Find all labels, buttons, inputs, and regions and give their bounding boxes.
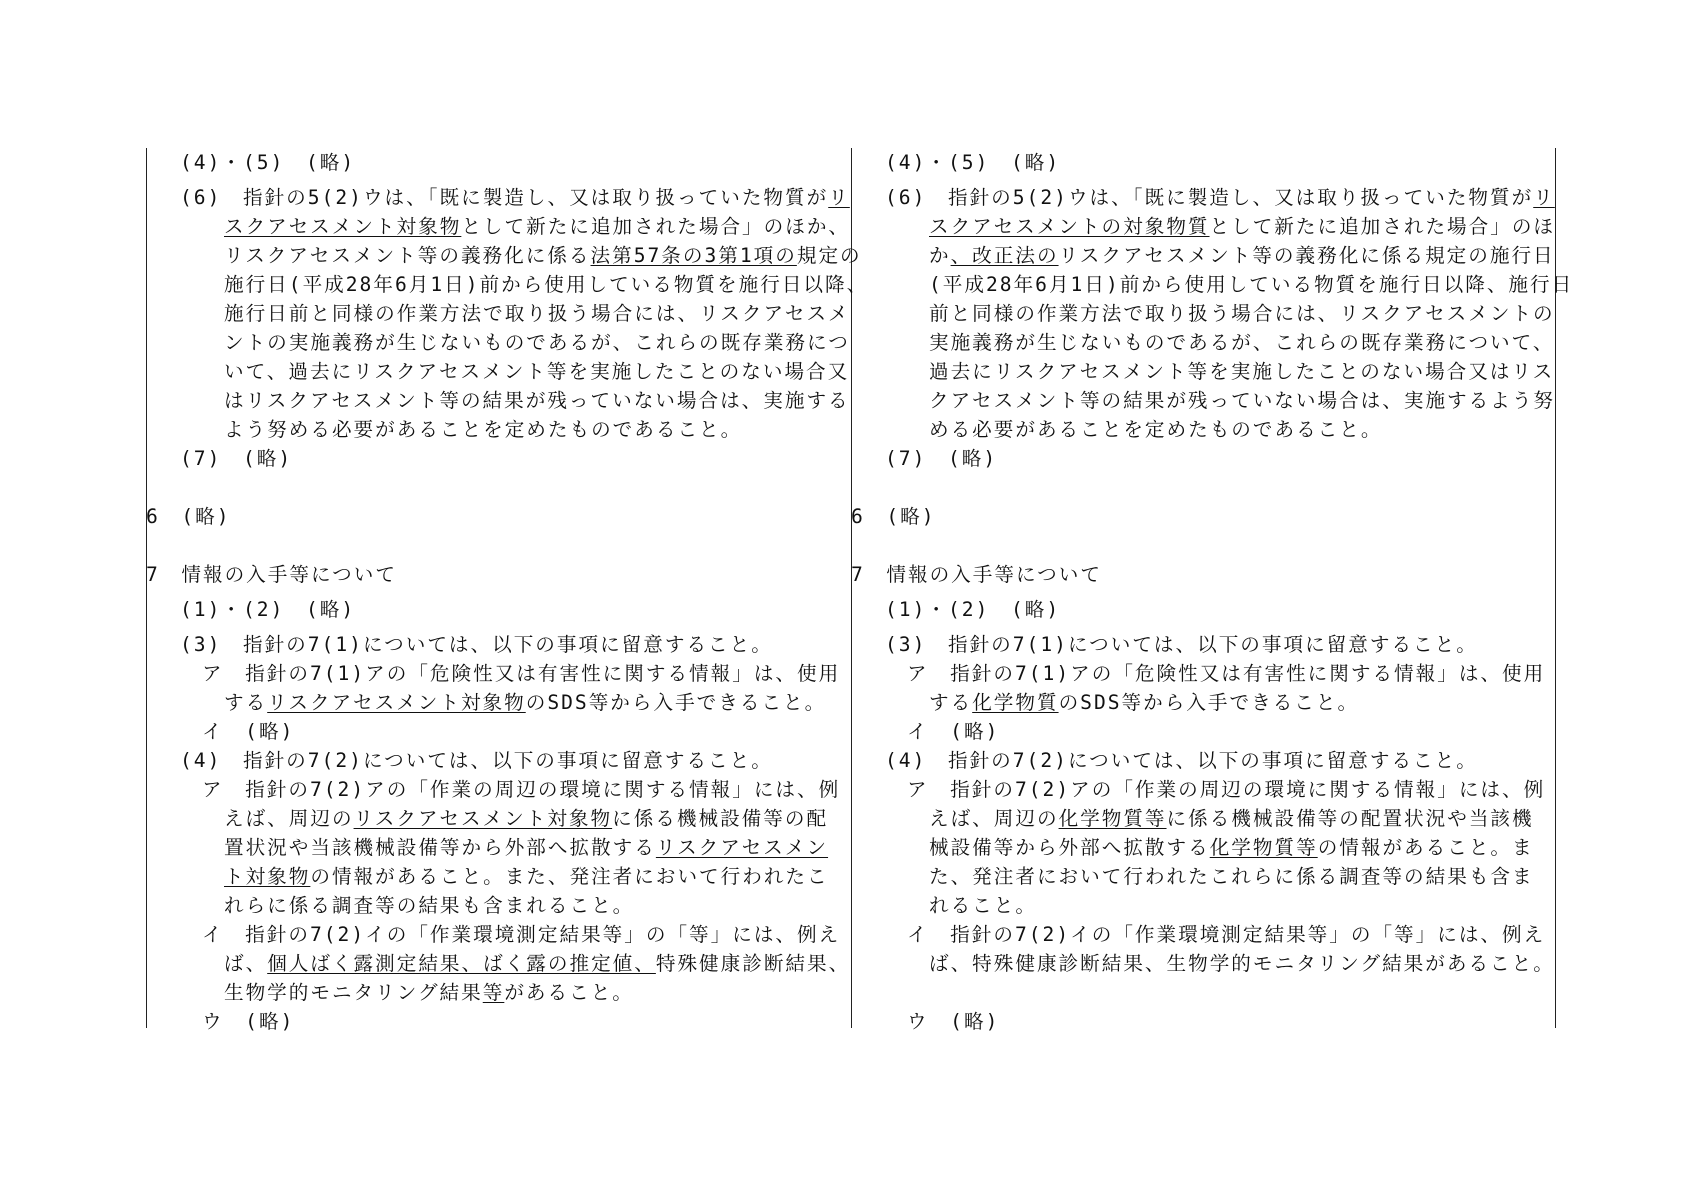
item-6 xyxy=(146,183,869,444)
item-6-line xyxy=(851,270,1574,299)
text-segment: として新たに追加された場合」のほか、 xyxy=(461,215,851,238)
item-4-a-line xyxy=(146,891,851,920)
item-4-a-line xyxy=(146,833,851,862)
item-3-i: イ (略) xyxy=(907,720,1000,743)
text-segment: えば、周辺の xyxy=(224,807,354,830)
amended-text: 等 xyxy=(482,981,505,1004)
item-6-line xyxy=(851,212,1555,241)
item-1-2: (1)・(2) (略) xyxy=(180,598,356,621)
item-6-line xyxy=(851,328,1555,357)
text-segment: ア 指針の7(1)アの「危険性又は有害性に関する情報」は、使用 xyxy=(907,662,1546,685)
text-segment: (平成28年6月1日)前から使用している物質を施行日以降、施行日 xyxy=(929,273,1574,296)
amended-text: スクアセスメントの対象物質 xyxy=(929,215,1210,238)
text-segment: ア 指針の7(2)アの「作業の周辺の環境に関する情報」には、例 xyxy=(907,778,1546,801)
text-segment: として新たに追加された場合」のほ xyxy=(1209,215,1556,238)
item-4-i-line xyxy=(146,920,851,949)
item-3-a-line xyxy=(851,659,1555,688)
item-3: (3) 指針の7(1)については、以下の事項に留意すること。 xyxy=(180,633,773,656)
text-segment: (6) 指針の5(2)ウは、「既に製造し、又は取り扱っていた物質が xyxy=(885,186,1534,209)
item-3: (3) 指針の7(1)については、以下の事項に留意すること。 xyxy=(885,633,1478,656)
item-6-line xyxy=(851,357,1555,386)
amended-text: スクアセスメント対象物 xyxy=(224,215,462,238)
right-column xyxy=(851,148,1574,1033)
item-4-i-line xyxy=(851,949,1555,978)
item-1-2: (1)・(2) (略) xyxy=(885,598,1061,621)
text-segment: める必要があることを定めたものであること。 xyxy=(929,418,1383,441)
item-6-line xyxy=(851,415,1555,444)
item-4-u: ウ (略) xyxy=(907,1010,1000,1033)
text-segment: ば、特殊健康診断結果、生物学的モニタリング結果があること。 xyxy=(929,952,1555,975)
text-segment: クアセスメント等の結果が残っていない場合は、実施するよう努 xyxy=(929,389,1556,412)
amended-text: ト対象物 xyxy=(224,865,311,888)
amended-text: リスクアセスメン xyxy=(655,836,829,859)
amended-text: リスクアセスメント対象物 xyxy=(267,691,526,714)
text-segment: よう努める必要があることを定めたものであること。 xyxy=(224,418,743,441)
item-4-i-line xyxy=(146,949,851,978)
text-segment: 械設備等から外部へ拡散する xyxy=(929,836,1210,859)
text-segment: に係る機械設備等の配 xyxy=(612,807,829,830)
item-6-line xyxy=(851,386,1555,415)
text-segment: リスクアセスメント等の義務化に係る規定の施行日 xyxy=(1058,244,1555,267)
text-segment: か xyxy=(929,244,951,267)
text-segment: れらに係る調査等の結果も含まれること。 xyxy=(224,894,635,917)
text-segment: ントの実施義務が生じないものであるが、これらの既存業務につ xyxy=(224,331,850,354)
text-segment: 前と同様の作業方法で取り扱う場合には、リスクアセスメントの xyxy=(929,302,1555,325)
text-segment: イ 指針の7(2)イの「作業環境測定結果等」の「等」には、例え xyxy=(202,923,841,946)
item-4-i-line xyxy=(851,920,1555,949)
text-segment: 施行日(平成28年6月1日)前から使用している物質を施行日以降、 xyxy=(224,273,869,296)
item-7: (7) (略) xyxy=(180,447,293,470)
item-6-line xyxy=(146,212,851,241)
amended-text: 法第57条の3第1項の xyxy=(590,244,797,267)
section-7-heading: 7 情報の入手等について xyxy=(851,563,1102,586)
item-6-line xyxy=(146,270,869,299)
item-6-line xyxy=(851,241,1555,270)
item-6-line xyxy=(851,299,1555,328)
item-3-a-line xyxy=(851,688,1555,717)
text-segment: のSDS等から入手できること。 xyxy=(525,691,827,714)
amended-text: リ xyxy=(1533,186,1555,209)
item-4-a-line xyxy=(851,804,1555,833)
item-6 xyxy=(851,183,1574,444)
text-segment: 規定の xyxy=(796,244,862,267)
text-segment: ア 指針の7(2)アの「作業の周辺の環境に関する情報」には、例 xyxy=(202,778,841,801)
text-segment: た、発注者において行われたこれらに係る調査等の結果も含ま xyxy=(929,865,1534,888)
text-segment: (6) 指針の5(2)ウは、「既に製造し、又は取り扱っていた物質が xyxy=(180,186,829,209)
item-4-a-line xyxy=(146,862,851,891)
amended-text: 化学物質 xyxy=(972,691,1059,714)
item-6-line xyxy=(146,415,851,444)
item-4-a-line xyxy=(851,833,1555,862)
text-segment: 特殊健康診断結果、 xyxy=(655,952,851,975)
text-segment: の情報があること。ま xyxy=(1317,836,1534,859)
item-4-5: (4)・(5) (略) xyxy=(885,151,1061,174)
amended-text: 、改正法の xyxy=(950,244,1059,267)
item-3-a-line xyxy=(146,688,851,717)
item-4-a-line xyxy=(146,775,851,804)
text-segment: の情報があること。また、発注者において行われたこ xyxy=(310,865,829,888)
amended-text: 個人ばく露測定結果、ばく露の推定値、 xyxy=(267,952,656,975)
amended-text: リ xyxy=(828,186,850,209)
item-4-a-line xyxy=(146,804,851,833)
item-4: (4) 指針の7(2)については、以下の事項に留意すること。 xyxy=(885,749,1478,772)
text-segment: れること。 xyxy=(929,894,1037,917)
text-segment: イ 指針の7(2)イの「作業環境測定結果等」の「等」には、例え xyxy=(907,923,1546,946)
section-6-heading: 6 (略) xyxy=(146,505,231,528)
text-segment: があること。 xyxy=(504,981,634,1004)
amended-text: 化学物質等 xyxy=(1058,807,1167,830)
item-4: (4) 指針の7(2)については、以下の事項に留意すること。 xyxy=(180,749,773,772)
item-6-line xyxy=(146,357,851,386)
text-segment: えば、周辺の xyxy=(929,807,1059,830)
text-segment: のSDS等から入手できること。 xyxy=(1058,691,1360,714)
section-6-heading: 6 (略) xyxy=(851,505,936,528)
text-segment: する xyxy=(224,691,268,714)
item-6-line xyxy=(146,386,851,415)
left-column xyxy=(146,148,869,1033)
item-4-i-line xyxy=(146,978,851,1007)
text-segment: ア 指針の7(1)アの「危険性又は有害性に関する情報」は、使用 xyxy=(202,662,841,685)
item-6-line xyxy=(851,183,1555,212)
text-segment: 生物学的モニタリング結果 xyxy=(224,981,483,1004)
item-4-a-line xyxy=(851,775,1555,804)
amended-text: リスクアセスメント対象物 xyxy=(353,807,613,830)
text-segment: ば、 xyxy=(224,952,268,975)
text-segment: 施行日前と同様の作業方法で取り扱う場合には、リスクアセスメ xyxy=(224,302,850,325)
section-7-heading: 7 情報の入手等について xyxy=(146,563,397,586)
text-segment: いて、過去にリスクアセスメント等を実施したことのない場合又 xyxy=(224,360,850,383)
text-segment: 置状況や当該機械設備等から外部へ拡散する xyxy=(224,836,656,859)
item-4-a-line xyxy=(851,891,1555,920)
text-segment: に係る機械設備等の配置状況や当該機 xyxy=(1166,807,1534,830)
item-4-5: (4)・(5) (略) xyxy=(180,151,356,174)
item-3-i: イ (略) xyxy=(202,720,295,743)
amended-text: 化学物質等 xyxy=(1209,836,1318,859)
item-4-a-line xyxy=(851,862,1555,891)
text-segment: はリスクアセスメント等の結果が残っていない場合は、実施する xyxy=(224,389,850,412)
item-4-u: ウ (略) xyxy=(202,1010,295,1033)
item-6-line xyxy=(146,183,851,212)
text-segment: 実施義務が生じないものであるが、これらの既存業務について、 xyxy=(929,331,1555,354)
item-6-line xyxy=(146,328,851,357)
text-segment: する xyxy=(929,691,973,714)
item-3-a-line xyxy=(146,659,851,688)
item-6-line xyxy=(146,299,851,328)
text-segment: 過去にリスクアセスメント等を実施したことのない場合又はリス xyxy=(929,360,1555,383)
item-6-line xyxy=(146,241,862,270)
item-7: (7) (略) xyxy=(885,447,998,470)
text-segment: リスクアセスメント等の義務化に係る xyxy=(224,244,591,267)
